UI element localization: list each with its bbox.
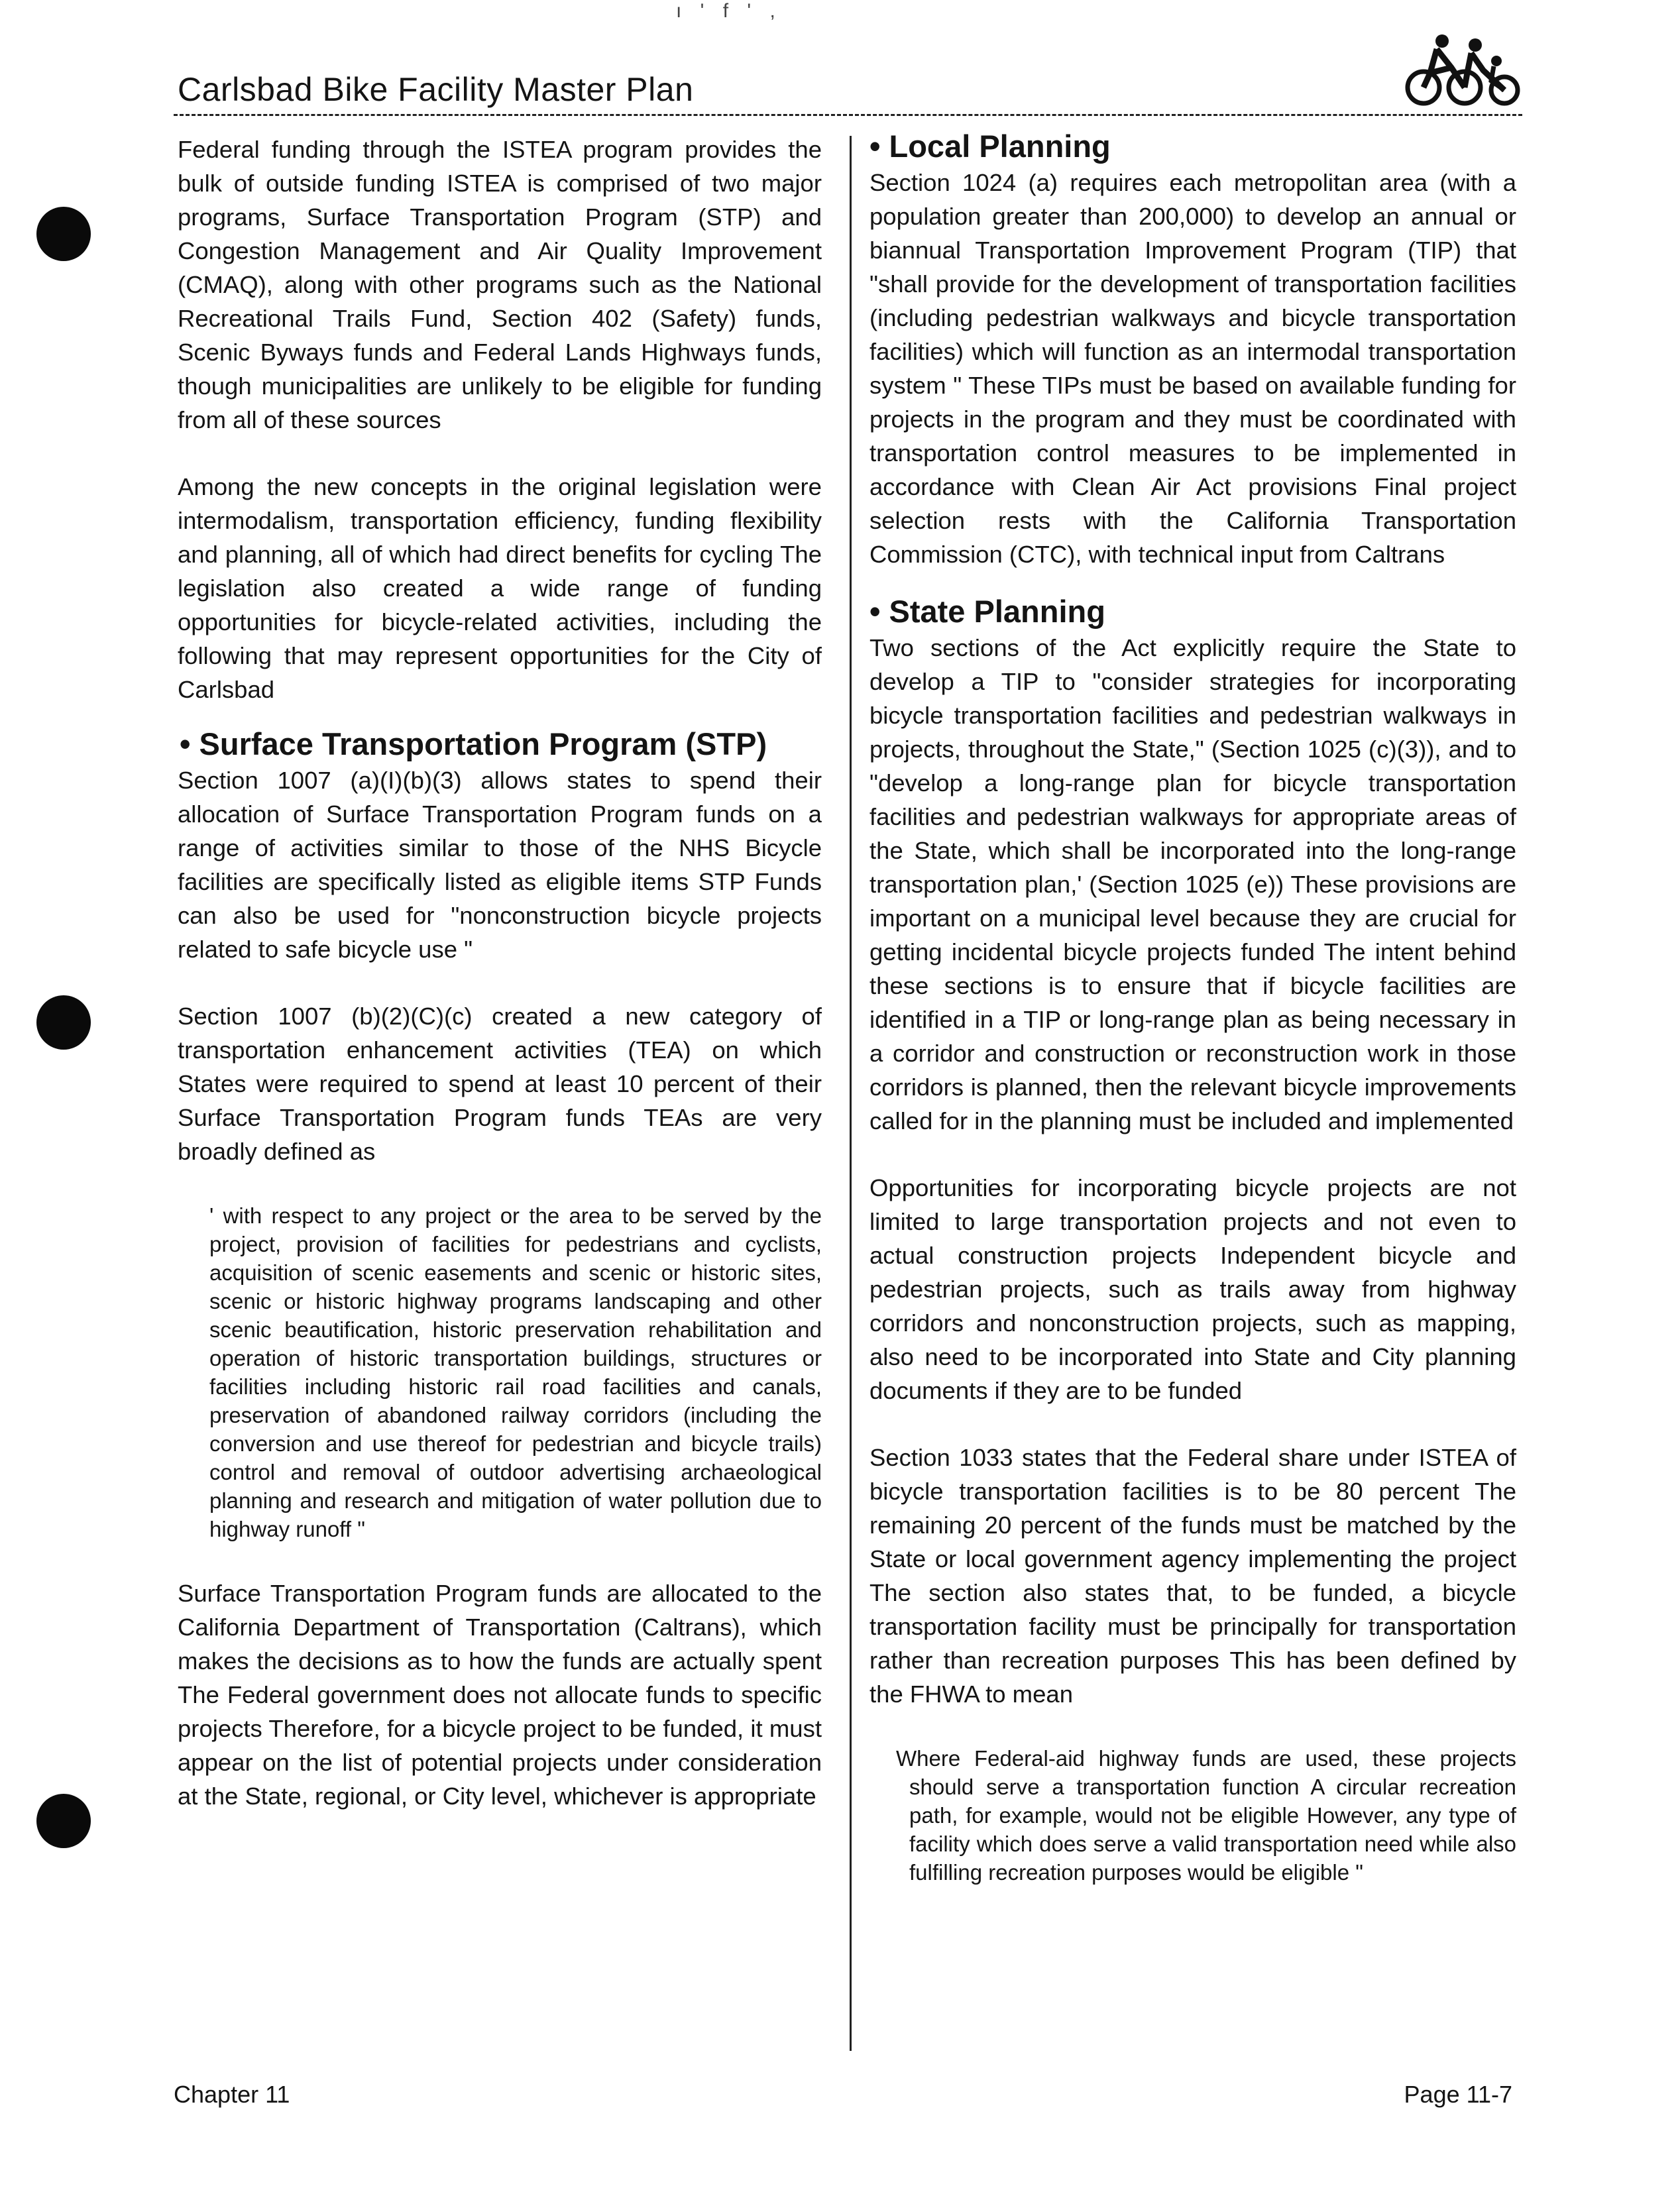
cyclists-icon — [1404, 27, 1530, 106]
paragraph: Section 1007 (b)(2)(C)(c) created a new category of transportation enhancement activities (TEA) on which States were required to spend at least 10 percent of their Surface Transportation Program funds TEAs are very broadly defined as — [178, 1003, 822, 1165]
paragraph: Section 1007 (a)(I)(b)(3) allows states to spend their allocation of Surface Transportation Program funds on a range of activities similar to those of the NHS Bicycle facilities are specifically listed as eligible items STP Funds can also be used for "nonconstruction bicycle projects related to safe bicycle use " — [178, 767, 822, 963]
right-column — [869, 127, 1516, 1920]
punch-hole-middle — [36, 995, 91, 1050]
punch-hole-top — [36, 207, 91, 261]
block-quote: ' with respect to any project or the area to be served by the project, provision of facilities for pedestrians and cyclists, acquisition of scenic easements and scenic or historic sites, scenic or historic highway programs landscaping and other scenic beautification, historic preservation rehabilitation and operation of historic transportation buildings, structures or facilities including historic rail road facilities and canals, preservation of abandoned railway corridors (including the conversion and use thereof for pedestrian and bicycle trails) control and removal of outdoor advertising archaeological planning and research and mitigation of water pollution due to highway runoff " — [209, 1203, 822, 1541]
punch-hole-bottom — [36, 1794, 91, 1848]
footer-page-number: Page 11-7 — [1404, 2081, 1512, 2108]
section-heading-state-planning: • State Planning — [869, 594, 1105, 629]
paragraph: Opportunities for incorporating bicycle projects are not limited to large transportation projects and not even to actual construction projects Independent bicycle and pedestrian projects, such as trails away from highway corridors and nonconstruction projects, such as mapping, also need to be incorporated into State and City planning documents if they are to be funded — [869, 1174, 1516, 1404]
paragraph: Among the new concepts in the original legislation were intermodalism, transportation efficiency, funding flexibility and planning, all of which had direct benefits for cycling The legislation also created a wide range of funding opportunities for bicycle-related activities, including the following that may represent opportunities for the City of Carlsbad — [178, 473, 822, 703]
left-column — [178, 133, 822, 1846]
footer-chapter: Chapter 11 — [174, 2081, 290, 2108]
scan-marks: ı ' f ' , — [676, 0, 782, 22]
section-heading-stp: • Surface Transportation Program (STP) — [180, 726, 767, 761]
paragraph: Section 1033 states that the Federal share under ISTEA of bicycle transportation facilities is to be 80 percent The remaining 20 percent of the funds must be matched by the State or local government agency implementing the project The section also states that, to be funded, a bicycle transportation facility must be principally for transportation rather than recreation purposes This has been defined by the FHWA to mean — [869, 1444, 1516, 1708]
paragraph: Two sections of the Act explicitly require the State to develop a TIP to "consider strategies for incorporating bicycle transportation facilities and pedestrian walkways in projects, throughout the State," (Section 1025 (c)(3)), and to "develop a long-range plan for bicycle transportation facilities and pedestrian walkways for appropriate areas of the State, which shall be incorporated into the long-range transportation plan,' (Section 1025 (e)) These provisions are important on a municipal level because they are crucial for getting incidental bicycle projects funded The intent behind these sections is to ensure that if bicycle facilities are identified in a TIP or long-range plan as being necessary in a corridor and construction or reconstruction work in those corridors is planned, then the relevant bicycle improvements called for in the planning must be included and implemented — [869, 634, 1516, 1134]
section-heading-local-planning: • Local Planning — [869, 129, 1111, 164]
header-rule — [174, 114, 1522, 116]
paragraph: Section 1024 (a) requires each metropolitan area (with a population greater than 200,000) to develop an annual or biannual Transportation Improvement Program (TIP) that "shall provide for the development of transportation facilities (including pedestrian walkways and bicycle transportation facilities) which will function as an intermodal transportation system " These TIPs must be based on available funding for projects in the program and they must be coordinated with transportation control measures to be implemented in accordance with Clean Air Act provisions Final project selection rests with the California Transportation Commission (CTC), with technical input from Caltrans — [869, 169, 1516, 568]
column-divider — [850, 136, 852, 2051]
page-header-title: Carlsbad Bike Facility Master Plan — [178, 71, 694, 108]
block-quote: Where Federal-aid highway funds are used, these projects should serve a transportation function A circular recreation path, for example, would not be eligible However, any type of facility which does serve a valid transportation need while also fulfilling recreation purposes would be eligible " — [896, 1746, 1516, 1885]
paragraph: Surface Transportation Program funds are allocated to the California Department of Transportation (Caltrans), which makes the decisions as to how the funds are actually spent The Federal government does not allocate funds to specific projects Therefore, for a bicycle project to be funded, it must appear on the list of potential projects under consideration at the State, regional, or City level, whichever is appropriate — [178, 1580, 822, 1810]
paragraph: Federal funding through the ISTEA program provides the bulk of outside funding ISTEA is comprised of two major programs, Surface Transportation Program (STP) and Congestion Management and Air Quality Improvement (CMAQ), along with other programs such as the National Recreational Trails Fund, Section 402 (Safety) funds, Scenic Byways funds and Federal Lands Highways funds, though municipalities are unlikely to be eligible for funding from all of these sources — [178, 136, 822, 433]
